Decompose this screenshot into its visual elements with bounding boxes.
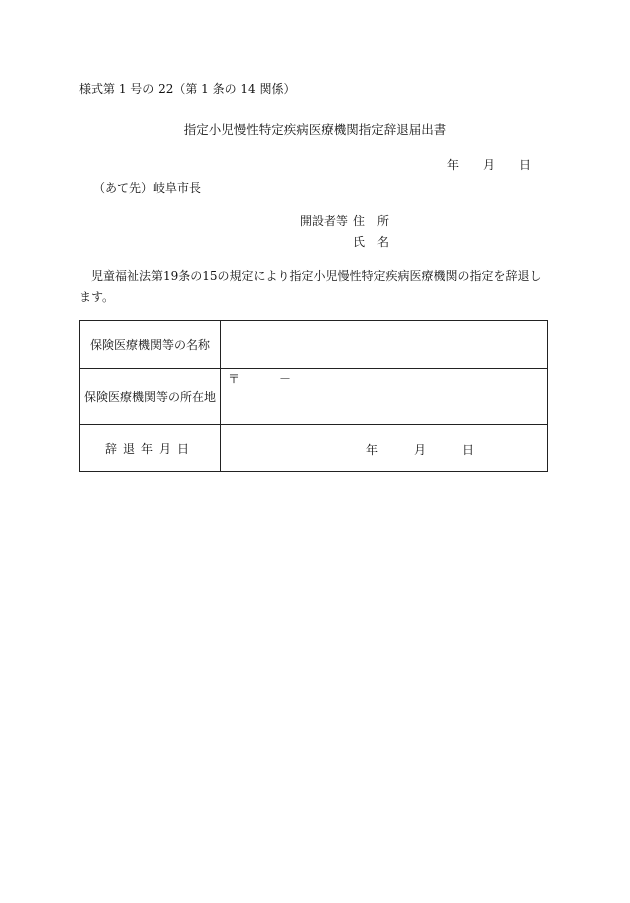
body-text: 児童福祉法第19条の15の規定により指定小児慢性特定疾病医療機関の指定を辞退します。 — [79, 269, 542, 304]
founder-address-label: 住 所 — [353, 214, 390, 228]
date-month-label: 月 — [483, 158, 496, 172]
withdrawal-date-label: 辞退年月日 — [80, 425, 221, 472]
facility-location-field[interactable] — [221, 369, 548, 425]
form-number: 様式第 1 号の 22（第 1 条の 14 関係） — [79, 82, 296, 96]
document-title: 指定小児慢性特定疾病医療機関指定辞退届出書 — [183, 122, 447, 137]
table-row — [80, 369, 548, 425]
facility-name-label: 保険医療機関等の名称 — [80, 321, 221, 369]
addressee: （あて先）岐阜市長 — [93, 181, 202, 195]
facility-location-label: 保険医療機関等の所在地 — [80, 369, 221, 425]
date-day-label: 日 — [519, 158, 532, 172]
postal-mark: 〒 — [228, 372, 241, 386]
withdrawal-month-label: 月 — [414, 443, 427, 457]
date-year-label: 年 — [447, 158, 460, 172]
table-row — [80, 425, 548, 472]
facility-name-field[interactable] — [221, 321, 548, 369]
founder-label: 開設者等 — [300, 214, 349, 228]
info-table — [79, 320, 548, 472]
withdrawal-day-label: 日 — [462, 443, 475, 457]
postal-dash: － — [279, 372, 292, 386]
withdrawal-date-field[interactable] — [221, 425, 548, 472]
withdrawal-year-label: 年 — [366, 443, 379, 457]
table-row — [80, 321, 548, 369]
founder-name-label: 氏 名 — [353, 235, 390, 249]
